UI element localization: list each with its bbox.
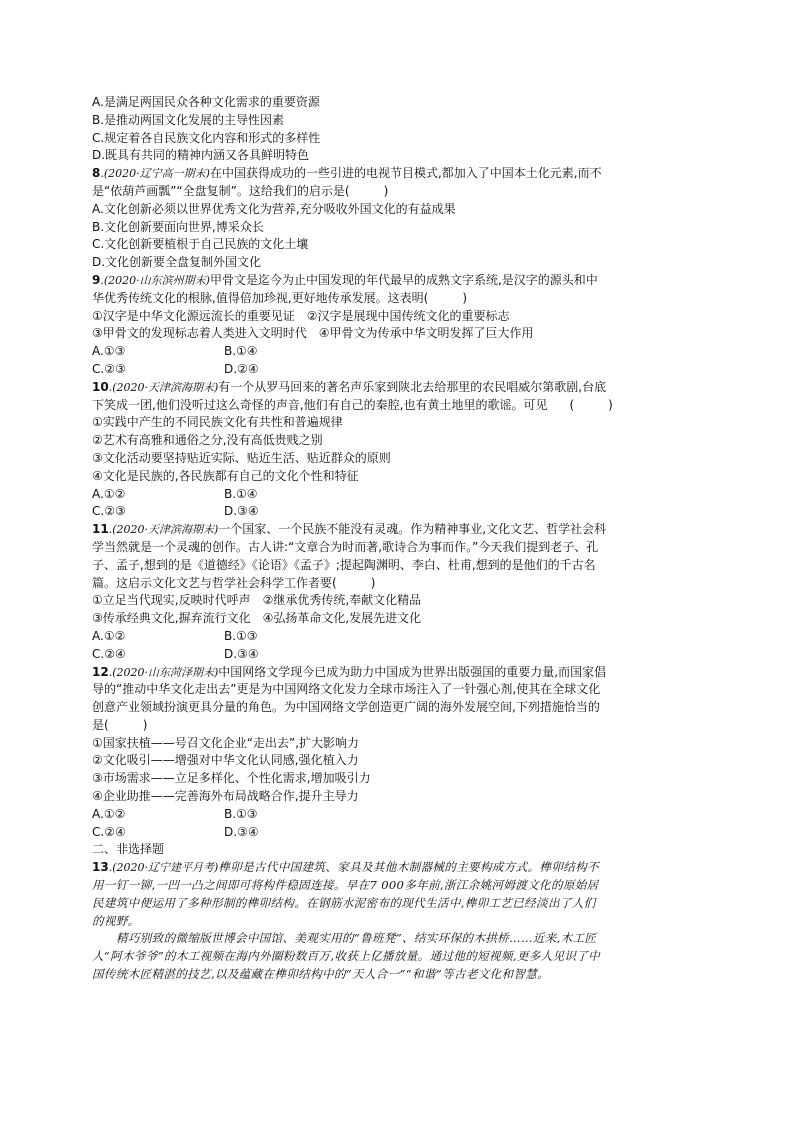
q12-statement-4: ④企业助推——完善海外布局战略合作,提升主导力 <box>92 789 359 804</box>
q12-stem-line3: 创意产业领域扮演更具分量的角色。为中国网络文学创造更广阔的海外发展空间,下列措施恰当的 <box>92 700 600 715</box>
q10-statement-3: ③文化活动要坚持贴近实际、贴近生活、贴近群众的原则 <box>92 450 391 465</box>
q9-stem-line1 <box>92 272 712 290</box>
q11-options-row1 <box>92 628 712 646</box>
q13-paragraph2-line1: 精巧别致的微缩版世博会中国馆、美观实用的“鲁班凳”、结实环保的木拱桥……近来,木工匠 <box>116 931 597 946</box>
q10-options-row1 <box>92 486 712 504</box>
q8-option-a[interactable]: A.文化创新必须以世界优秀文化为营养,充分吸收外国文化的有益成果 <box>92 201 456 216</box>
q12-stem-line2: 导的“推动中华文化走出去”更是为中国网络文化发力全球市场注入了一针强心剂,使其在全球文化 <box>92 682 601 697</box>
q10-statement-4: ④文化是民族的,各民族都有自己的文化个性和特征 <box>92 468 359 483</box>
q11-stem-line1 <box>92 521 712 539</box>
section-heading: 二、非选择题 <box>92 842 165 857</box>
q12-statement-2: ②文化吸引——增强对中华文化认同感,强化植入力 <box>92 753 359 768</box>
q10-stem-line2 <box>92 397 712 415</box>
q12-option-a[interactable]: A.①② <box>92 806 126 821</box>
q10-statement-2: ②艺术有高雅和通俗之分,没有高低贵贱之别 <box>92 433 323 448</box>
q10-number: 10 <box>92 379 109 394</box>
q11-option-a[interactable]: A.①② <box>92 628 126 643</box>
q10-paren-open: ( <box>569 397 575 412</box>
q12-options-row1 <box>92 806 712 824</box>
q12-options-row2 <box>92 824 712 842</box>
q11-statement-12: ①立足当代现实,反映时代呼声 ②继承优秀传统,奉献文化精品 <box>92 593 422 608</box>
q13-number: 13 <box>92 860 109 875</box>
q11-stem-cont: 篇。这启示文化文艺与哲学社会科学工作者要( <box>92 575 337 590</box>
q12-statement-3: ③市场需求——立足多样化、个性化需求,增加吸引力 <box>92 771 371 786</box>
q12-source: .(2020·山东菏泽期末) <box>108 665 219 679</box>
q12-stem: 中国网络文学现今已成为助力中国成为世界出版强国的重要力量,而国家倡 <box>218 664 607 679</box>
q8-stem-line2 <box>92 183 712 201</box>
q13-material-line4: 的视野。 <box>92 913 140 928</box>
q10-statement-1: ①实践中产生的不同民族文化有共性和普遍规律 <box>92 415 343 430</box>
q9-number: 9 <box>92 272 101 287</box>
q12-option-d[interactable]: D.③④ <box>224 824 259 839</box>
q8-option-c[interactable]: C.文化创新要植根于自己民族的文化土壤 <box>92 237 309 252</box>
q9-stem-cont: 华优秀传统文化的根脉,值得倍加珍视,更好地传承发展。这表明( <box>92 290 429 305</box>
q8-paren-close: ) <box>383 183 389 198</box>
q13-source: .(2020·辽宁建平月考) <box>108 861 219 875</box>
q11-options-row2 <box>92 646 712 664</box>
q8-stem: 在中国获得成功的一些引进的电视节目模式,都加入了中国本土化元素,而不 <box>209 166 602 181</box>
q7-option-a[interactable]: A.是满足两国民众各种文化需求的重要资源 <box>92 95 320 109</box>
q10-option-c[interactable]: C.②③ <box>92 504 126 519</box>
q9-options-row1 <box>92 343 712 361</box>
q13-paragraph2-line3: 国传统木匠精湛的技艺,以及蕴藏在榫卯结构中的“天人合一”“和谐”等古老文化和智慧。 <box>92 967 550 982</box>
q11-source: .(2020·天津滨海期末) <box>108 523 219 537</box>
q11-stem-line3: 子、孟子,想到的是《道德经》《论语》《孟子》;提起陶渊明、李白、杜甫,想到的是他们的千古名 <box>92 557 596 572</box>
q11-stem: 一个国家、一个民族不能没有灵魂。作为精神事业,文化文艺、哲学社会科 <box>218 522 607 537</box>
q10-stem-line1 <box>92 379 712 397</box>
q8-number: 8 <box>92 166 101 181</box>
q9-statement-34: ③甲骨文的发现标志着人类进入文明时代 ④甲骨文为传承中华文明发挥了巨大作用 <box>92 326 534 341</box>
q12-statement-1: ①国家扶植——号召文化企业“走出去”,扩大影响力 <box>92 735 360 750</box>
q13-material-line1 <box>92 859 712 877</box>
q9-stem: 甲骨文是迄今为止中国发现的年代最早的成熟文字系统,是汉字的源头和中 <box>209 272 598 287</box>
q9-option-c[interactable]: C.②③ <box>92 361 126 376</box>
q8-option-b[interactable]: B.文化创新要面向世界,博采众长 <box>92 219 264 234</box>
q12-stem-line1 <box>92 664 712 682</box>
q11-stem-line4 <box>92 575 712 593</box>
q12-stem-cont: 是( <box>92 717 109 732</box>
q9-paren-close: ) <box>462 290 468 305</box>
q10-option-b[interactable]: B.①④ <box>224 486 258 501</box>
q8-stem-cont: 是“依葫芦画瓢”“全盘复制”。这给我们的启示是( <box>92 183 350 198</box>
q12-option-b[interactable]: B.①③ <box>224 806 258 821</box>
q11-statement-34: ③传承经典文化,摒弃流行文化 ④弘扬革命文化,发展先进文化 <box>92 611 422 626</box>
q9-option-a[interactable]: A.①③ <box>92 344 126 359</box>
q11-stem-line2: 学当然就是一个灵魂的创作。古人讲:“文章合为时而著,歌诗合为事而作。”今天我们提到老子、孔 <box>92 539 599 554</box>
q11-number: 11 <box>92 522 109 537</box>
q12-stem-line4 <box>92 717 712 735</box>
q9-option-d[interactable]: D.②④ <box>224 361 259 376</box>
q11-paren-close: ) <box>370 575 376 590</box>
q10-option-a[interactable]: A.①② <box>92 486 126 501</box>
document-page <box>92 94 712 984</box>
q13-material-line2: 用一钉一铆,一凹一凸之间即可将构件稳固连接。早在7 000多年前,浙江余姚河姆渡文化的原始居 <box>92 878 599 893</box>
q12-option-c[interactable]: C.②④ <box>92 824 126 839</box>
q9-source: .(2020·山东滨州期末) <box>100 273 210 287</box>
q7-option-d[interactable]: D.既具有共同的精神内涵又各具鲜明特色 <box>92 148 310 163</box>
q13-paragraph2-line2: 人“阿木爷爷”的木工视频在海内外圈粉数百万,收获上亿播放量。通过他的短视频,更多人见识了中 <box>92 949 601 964</box>
q13-material-line3: 民建筑中便运用了多种形制的榫卯结构。在钢筋水泥密布的现代生活中,榫卯工艺已经淡出了人们 <box>92 895 596 910</box>
q9-statement-12: ①汉字是中华文化源远流长的重要见证 ②汉字是展现中国传统文化的重要标志 <box>92 308 510 323</box>
q10-option-d[interactable]: D.③④ <box>224 504 259 519</box>
q7-option-c[interactable]: C.规定着各自民族文化内容和形式的多样性 <box>92 130 321 145</box>
q11-option-c[interactable]: C.②④ <box>92 646 126 661</box>
q8-stem-line1 <box>92 165 712 183</box>
q12-number: 12 <box>92 664 109 679</box>
q9-stem-line2 <box>92 290 712 308</box>
q10-paren-close: ) <box>608 397 613 412</box>
q10-stem-cont: 下笑成一团,他们没听过这么奇怪的声音,他们有自己的秦腔,也有黄土地里的歌谣。可见 <box>92 397 548 412</box>
q10-stem: 有一个从罗马回来的著名声乐家到陕北去给那里的农民唱威尔第歌剧,台底 <box>218 379 607 394</box>
q12-paren-close: ) <box>142 717 148 732</box>
q7-option-b[interactable]: B.是推动两国文化发展的主导性因素 <box>92 112 285 127</box>
q8-option-d[interactable]: D.文化创新要全盘复制外国文化 <box>92 255 262 270</box>
q9-option-b[interactable]: B.①④ <box>224 344 258 359</box>
q11-option-b[interactable]: B.①③ <box>224 628 258 643</box>
q10-source: .(2020·天津滨海期末) <box>108 380 219 394</box>
q8-source: .(2020·辽宁高一期末) <box>100 167 210 181</box>
q13-material: 榫卯是古代中国建筑、家具及其他木制器械的主要构成方式。榫卯结构不 <box>218 860 599 875</box>
q11-option-d[interactable]: D.③④ <box>224 646 259 661</box>
q10-options-row2 <box>92 503 712 521</box>
q9-options-row2 <box>92 361 712 379</box>
